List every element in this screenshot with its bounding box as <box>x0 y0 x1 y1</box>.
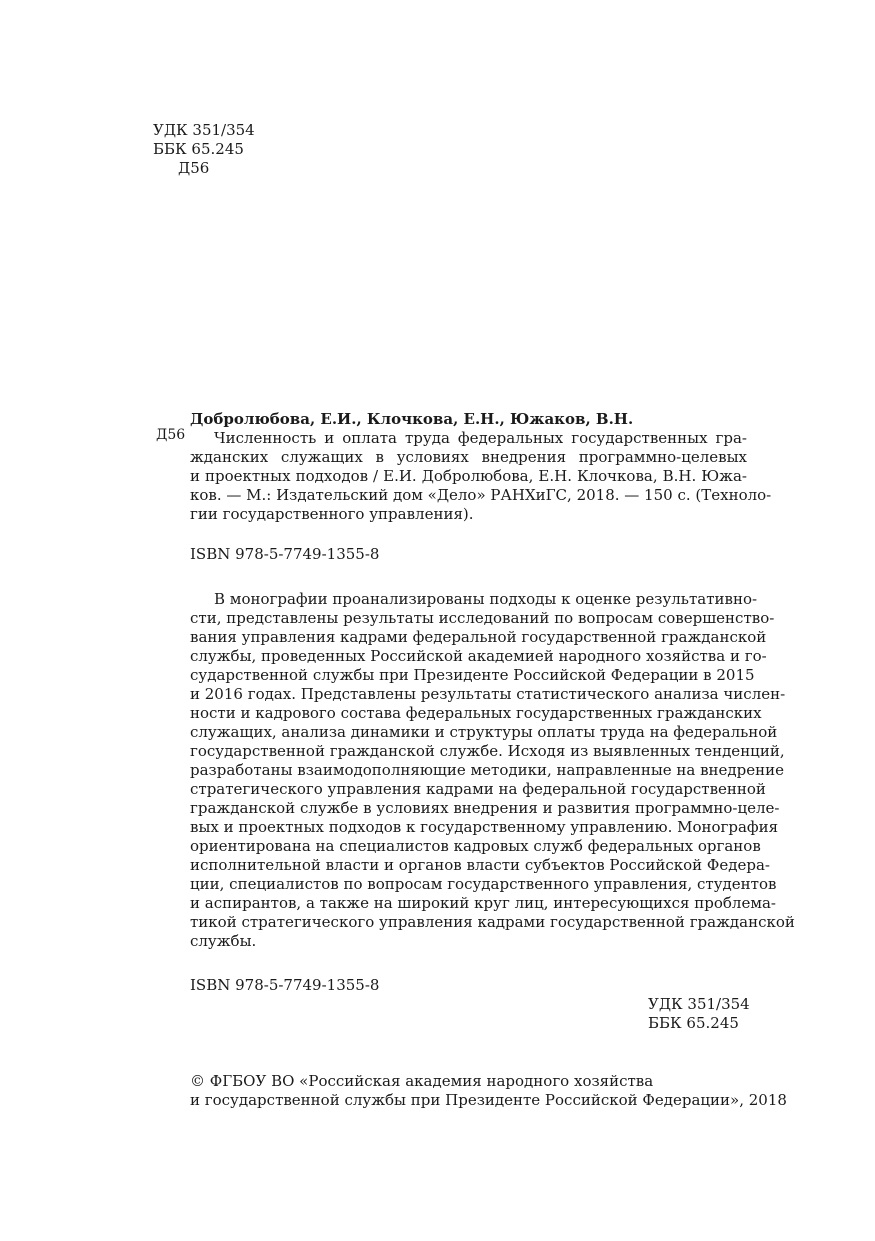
abstract-line: и 2016 годах. Представлены результаты статистического анализа числен- <box>190 685 786 703</box>
abstract-line: службы. <box>190 932 257 950</box>
abstract-line: службы, проведенных Российской академией народного хозяйства и го- <box>190 647 767 665</box>
abstract-line: гражданской службе в условиях внедрения и развития программно-целе- <box>190 799 780 817</box>
bbk-code: ББК 65.245 <box>648 1014 739 1032</box>
abstract-line: разработаны взаимодополняющие методики, направленные на внедрение <box>190 761 785 779</box>
abstract-line: ции, специалистов по вопросам государственного управления, студентов <box>190 875 777 893</box>
author-mark: Д56 <box>178 159 210 177</box>
footer-classification-codes <box>648 995 750 1033</box>
side-author-mark: Д56 <box>156 427 186 443</box>
abstract-line: исполнительной власти и органов власти субъектов Российской Федера- <box>190 856 770 874</box>
abstract-line: вых и проектных подходов к государственному управлению. Монография <box>190 818 779 836</box>
header-classification-codes <box>153 121 255 178</box>
citation-line: жданских служащих в условиях внедрения программно-целевых <box>190 448 747 466</box>
citation-line: Численность и оплата труда федеральных государственных гра- <box>214 429 747 447</box>
abstract-line: сти, представлены результаты исследований по вопросам совершенство- <box>190 609 775 627</box>
citation-line: гии государственного управления). <box>190 505 474 523</box>
citation-authors: Добролюбова, Е.И., Клочкова, Е.Н., Южаков, В.Н. <box>190 410 634 428</box>
abstract-line: ориентирована на специалистов кадровых служб федеральных органов <box>190 837 761 855</box>
copyright-line: © ФГБОУ ВО «Российская академия народного хозяйства <box>190 1072 654 1090</box>
abstract-line: сударственной службы при Президенте Российской Федерации в 2015 <box>190 666 755 684</box>
udk-code: УДК 351/354 <box>153 121 255 139</box>
copyright-line: и государственной службы при Президенте Российской Федерации», 2018 <box>190 1091 787 1109</box>
isbn-top: ISBN 978-5-7749-1355-8 <box>190 545 380 563</box>
abstract-line: служащих, анализа динамики и структуры оплаты труда на федеральной <box>190 723 778 741</box>
bbk-code: ББК 65.245 <box>153 140 244 158</box>
abstract-paragraph <box>190 590 795 951</box>
isbn-bottom: ISBN 978-5-7749-1355-8 <box>190 976 380 994</box>
bibliographic-citation <box>190 409 772 524</box>
udk-code: УДК 351/354 <box>648 995 750 1013</box>
abstract-line: и аспирантов, а также на широкий круг лиц, интересующихся проблема- <box>190 894 777 912</box>
abstract-line: вания управления кадрами федеральной государственной гражданской <box>190 628 767 646</box>
abstract-line: ности и кадрового состава федеральных государственных гражданских <box>190 704 762 722</box>
citation-line: ков. — М.: Издательский дом «Дело» РАНХиГС, 2018. — 150 с. (Техноло- <box>190 486 772 504</box>
abstract-line: В монографии проанализированы подходы к оценке результативно- <box>214 590 758 608</box>
citation-line: и проектных подходов / Е.И. Добролюбова, Е.Н. Клочкова, В.Н. Южа- <box>190 467 747 485</box>
abstract-line: стратегического управления кадрами на федеральной государственной <box>190 780 766 798</box>
abstract-line: тикой стратегического управления кадрами государственной гражданской <box>190 913 795 931</box>
copyright-notice <box>190 1072 787 1110</box>
abstract-line: государственной гражданской службе. Исходя из выявленных тенденций, <box>190 742 785 760</box>
